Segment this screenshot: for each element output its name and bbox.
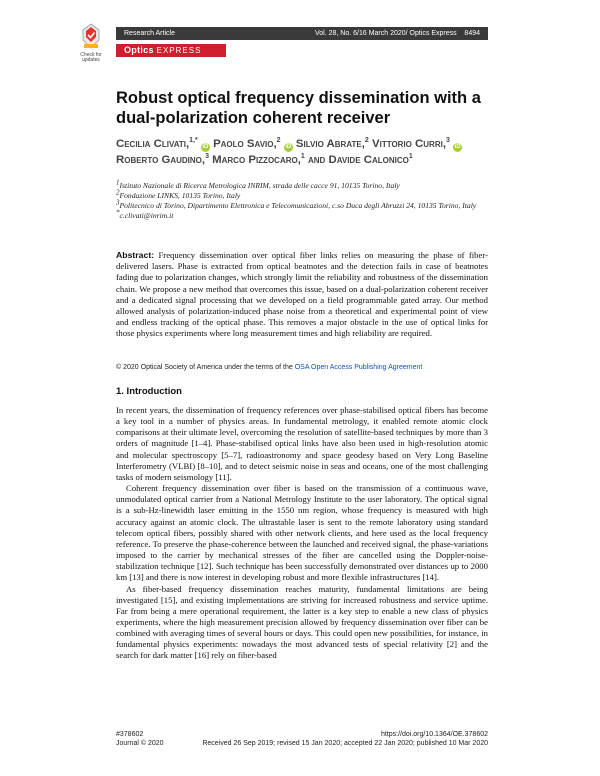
abstract-text: Frequency dissemination over optical fiber links relies on measuring the phase of fiber-delivered lasers. Phase is extracted from optical beatnotes and the detection fails in case of beatnotes fading due to polarization changes, which strongly limit the reliability and robustness of the dissemination chain. We propose a new method that overcomes this issue, based on a dual-polarization coherent receiver and a dedicated signal processing that we developed on a field programmable gated array. Our method allowed analysis of polarization-induced phase noise from a theoretical and experimental point of view and endless tracking of the optical phase. This removes a major obstacle in the use of optical links for those physics experiments where long measurement times and high reliability are required. (116, 250, 488, 339)
author: Roberto Gaudino,$^3$ (116, 153, 209, 166)
paragraph: In recent years, the dissemination of frequency references over phase-stabilised optical fibers has become a key tool in a number of physics areas. In fundamental metrology, it enabled remote atomic clock comparisons at their ultimate level, overcoming the resolution of satellite-based techniques by more than 3 orders of magnitude [1–4]. Phase-stabilised optical links have also been used in high-resolution atomic and molecular spectroscopy [5–7], radioastronomy and space geodesy based on Very Long Baseline Interferometry (VLBI) [8–10], and to detect seismic noise in seas and oceans, one of the most challenging tasks of modern seismology [11]. (116, 405, 488, 482)
author: Marco Pizzocaro,$^1$ (212, 153, 305, 166)
author: Silvio Abrate,$^2$ (295, 137, 369, 150)
license-link[interactable]: OSA Open Access Publishing Agreement (294, 364, 423, 371)
abstract-label: Abstract: (116, 250, 155, 260)
journal-year: Journal © 2020 (116, 740, 164, 747)
journal-logo (116, 44, 226, 57)
author: Cecilia Clivati,$^{1,*}$ (116, 137, 198, 150)
page-number: 8494 (464, 30, 480, 37)
author: Paolo Savio,$^2$ (213, 137, 281, 150)
affiliation: $^1$Istituto Nazionale di Ricerca Metrologica INRIM, strada delle cacce 91, 10135 Torino, Italy (116, 178, 400, 190)
header-citation (315, 27, 480, 40)
affiliation: $^2$Fondazione LINKS, 10135 Torino, Italy (116, 188, 241, 200)
affiliation: $^3$Politecnico di Torino, Dipartimento Elettronica e Telecomunicazioni, c.so Duca degli Abruzzi 24, 10135 Torino, Italy (116, 198, 477, 210)
copyright-line: © 2020 Optical Society of America under the terms of the OSA Open Access Publishing Agreement (116, 364, 423, 371)
author: and Davide Calonico$^1$ (307, 153, 413, 166)
body-text (116, 405, 488, 662)
publication-history: Received 26 Sep 2019; revised 15 Jan 2020; accepted 22 Jan 2020; published 10 Mar 2020 (202, 740, 488, 747)
paragraph: As fiber-based frequency dissemination reaches maturity, fundamental limitations are being investigated [15], and existing implementations are striving for increased robustness and service uptime. Far from being a mere operational requirement, the latter is a key step to enable a new class of physics experiments, where the high measurement precision allowed by frequency dissemination over fiber can be combined with averaging times of several hours or days. This could open new possibilities, for instance, in fundamental physics experiments: nowadays the most advanced tests of special relativity [2] and the search for dark matter [16] rely on fiber-based (116, 583, 488, 661)
corresponding-email[interactable]: *c.clivati@inrim.it (116, 208, 174, 220)
badge-caption: Check for updates (80, 52, 102, 63)
doi-link[interactable]: https://doi.org/10.1364/OE.378602 (380, 731, 488, 738)
check-for-updates-badge[interactable] (74, 22, 108, 66)
page-footer (116, 730, 488, 748)
affiliations (116, 178, 496, 221)
orcid-icon[interactable]: iD (202, 144, 209, 150)
author-list (116, 136, 494, 168)
section-heading: 1. Introduction (116, 386, 182, 397)
author: Vittorio Curri,$^3$ (372, 137, 450, 150)
journal-logo-main: Optics (124, 45, 154, 55)
check-for-updates-icon (79, 22, 103, 52)
orcid-icon[interactable]: iD (285, 144, 292, 150)
paragraph: Coherent frequency dissemination over fiber is based on the transmission of a continuous wave, unmodulated optical carrier from a National Metrology Institute to the user laboratory. The optical signal is a sub-Hz-linewidth laser emitting in the 1550 nm region, whose frequency is measured with high accuracy against an atomic clock. The ultrastable laser is sent to the remote laboratory using standard telecom optical fibers, possibly shared with other network clients, and here used as the local frequency reference. To preserve the phase-coherence between the launched and received signal, the phase-variations imposed to the carrier by mechanical stresses of the fiber are cancelled using the Doppler-noise-stabilization technique [12]. Such technique has been successfully demonstrated over distances up to 2000 km [13] and there is now interest in developing robust and more flexible infrastructures [14]. (116, 483, 488, 583)
abstract (116, 250, 488, 340)
orcid-icon[interactable]: iD (454, 144, 461, 150)
journal-logo-sub: EXPRESS (156, 46, 202, 55)
citation-text: Vol. 28, No. 6/16 March 2020/ Optics Express (315, 30, 457, 37)
header-bar (116, 27, 488, 40)
article-type: Research Article (124, 30, 175, 37)
paper-title: Robust optical frequency dissemination with a dual-polarization coherent receiver (116, 89, 481, 127)
article-id: #378602 (116, 731, 144, 738)
